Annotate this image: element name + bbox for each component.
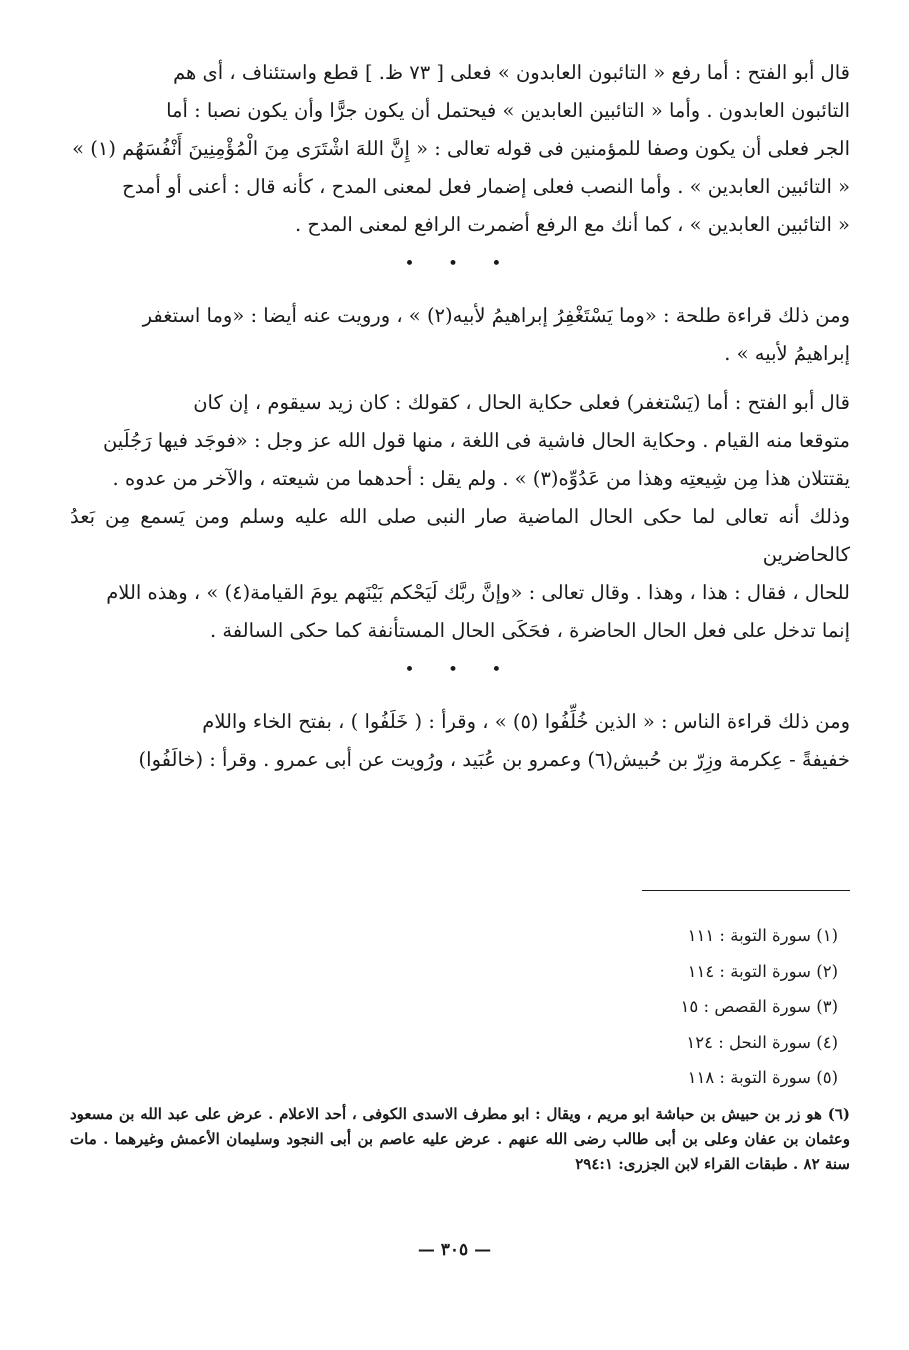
footnote-1: (١) سورة التوبة : ١١١ — [687, 926, 838, 945]
footnote-4: (٤) سورة النحل : ١٢٤ — [686, 1032, 838, 1052]
paragraph-2 — [70, 297, 850, 373]
text-line: قال أبو الفتح : أما (يَسْتغفر) فعلى حكاية الحال ، كقولك : كان زيد سيقوم ، إن كان — [193, 391, 850, 414]
text-line: وذلك أنه تعالى لما حكى الحال الماضية صار النبى صلى الله عليه وسلم ومن يَسمع مِن بَعدُ كالحاضرين — [70, 505, 850, 566]
footnotes — [70, 918, 850, 1177]
footnote-rule — [642, 890, 850, 891]
text-line: « التائبين العابدين » ، كما أنك مع الرفع أضمرت الرافع لمعنى المدح . — [294, 213, 850, 236]
text-line: إبراهيمُ لأبيه » . — [724, 342, 850, 365]
text-line: للحال ، فقال : هذا ، وهذا . وقال تعالى : «وإنَّ ربَّك لَيَحْكم بَيْنَهم يومَ القيامة(٤) » ، وهذه اللام — [106, 581, 850, 604]
text-line: إنما تدخل على فعل الحال الحاضرة ، فحَكَى الحال المستأنفة كما حكى السالفة . — [209, 619, 850, 642]
text-line: ومن ذلك قراءة الناس : « الذين خُلِّفُوا (٥) » ، وقرأ : ( خَلَفُوا ) ، بفتح الخاء واللام — [202, 710, 850, 733]
page-number: — ٣٠٥ — — [417, 1240, 492, 1260]
paragraph-4 — [70, 703, 850, 779]
text-line: الجر فعلى أن يكون وصفا للمؤمنين فى قوله تعالى : « إِنَّ اللهَ اشْتَرَى مِنَ الْمُؤْمِنِينَ أَنْفُسَهُم (١) » — [72, 137, 850, 160]
section-separator: • • • — [404, 254, 516, 274]
text-line: التائبون العابدون . وأما « التائبين العابدين » فيحتمل أن يكون جرًّا وأن يكون نصبا : أما — [166, 99, 850, 122]
text-line: متوقعا منه القيام . وحكاية الحال فاشية فى اللغة ، منها قول الله عز وجل : «فوجَد فيها رَجُلَين — [102, 429, 850, 452]
footnote-2: (٢) سورة التوبة : ١١٤ — [687, 961, 838, 981]
text-line: خفيفةً - عِكرمة وزِرّ بن حُبيش(٦) وعمرو بن عُبَيد ، ورُويت عن أبى عمرو . وقرأ : (خالَفُوا) — [138, 748, 850, 771]
text-line: ومن ذلك قراءة طلحة : «وما يَسْتَغْفِرُ إبراهيمُ لأبيه(٢) » ، ورويت عنه أيضا : «وما استغفر — [142, 304, 850, 327]
section-separator: • • • — [404, 660, 516, 680]
footnote-3: (٣) سورة القصص : ١٥ — [680, 997, 838, 1016]
paragraph-1 — [70, 54, 850, 244]
footnote-5: (٥) سورة التوبة : ١١٨ — [687, 1068, 838, 1087]
footnote-6: (٦) هو زر بن حبيش بن حباشة ابو مريم ، ويقال : ابو مطرف الاسدى الكوفى ، أحد الاعلام . عرض على عبد الله بن مسعود وعثمان بن عفان وعلى بن أبى طالب رضى الله عنهم . عرض عليه عاصم بن أبى النجود وسليمان الأعمش وغيرهما . مات سنة ٨٢ . طبقات القراء لابن الجزرى: ٢٩٤:١ — [70, 1104, 850, 1173]
text-line: قال أبو الفتح : أما رفع « التائبون العابدون » فعلى [ ٧٣ ظ. ] قطع واستئناف ، أى هم — [173, 61, 850, 84]
text-line: « التائبين العابدين » . وأما النصب فعلى إضمار فعل لمعنى المدح ، كأنه قال : أعنى أو أمدح — [122, 175, 850, 198]
paragraph-3 — [70, 384, 850, 650]
main-text — [70, 54, 850, 790]
text-line: يقتتلان هذا مِن شِيعتِه وهذا من عَدُوِّه(٣) » . ولم يقل : أحدهما من شيعته ، والآخر من عدوه . — [112, 467, 850, 490]
